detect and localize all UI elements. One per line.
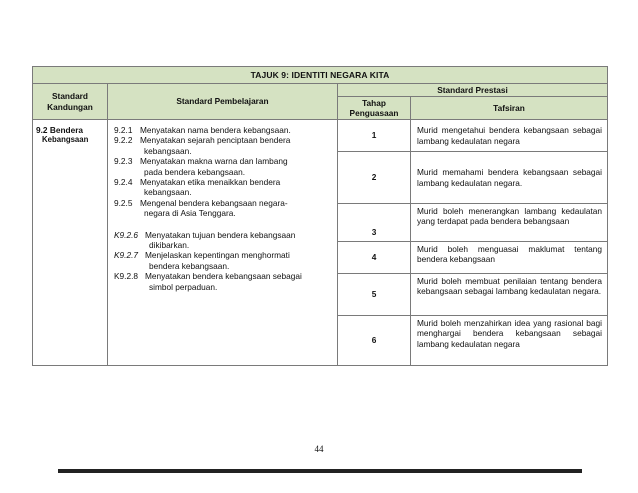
sp-code: K9.2.8 bbox=[114, 271, 138, 282]
sp-text bbox=[145, 230, 333, 251]
table-title: TAJUK 9: IDENTITI NEGARA KITA bbox=[33, 67, 608, 84]
header-standard-pembelajaran: Standard Pembelajaran bbox=[108, 84, 338, 120]
sp-item bbox=[114, 230, 333, 251]
sp-code: K9.2.6 bbox=[114, 229, 138, 240]
sp-line: kebangsaan. bbox=[144, 187, 192, 198]
standard-pembelajaran-cell bbox=[108, 120, 338, 366]
header-standard-prestasi: Standard Prestasi bbox=[338, 84, 608, 97]
sp-item bbox=[114, 250, 333, 271]
tafsiran-text: Murid boleh menguasai maklumat tentang bendera kebangsaan bbox=[411, 242, 608, 274]
sp-item bbox=[114, 125, 333, 135]
sk-sub-label: Kebangsaan bbox=[42, 135, 89, 145]
tafsiran-text: Murid boleh membuat penilaian tentang bendera kebangsaan sebagai lambang kedaulatan negara. bbox=[411, 274, 608, 316]
sk-main-label: 9.2 Bendera bbox=[36, 125, 84, 135]
sp-item bbox=[114, 135, 333, 156]
sp-text bbox=[145, 271, 333, 292]
tahap-level: 4 bbox=[338, 242, 411, 274]
sp-item bbox=[114, 271, 333, 292]
sp-text bbox=[140, 177, 333, 198]
header-tahap-penguasaan bbox=[338, 97, 411, 120]
curriculum-table bbox=[32, 66, 608, 366]
tahap-level: 6 bbox=[338, 316, 411, 366]
header-tahap-line1: Tahap bbox=[362, 97, 386, 108]
tafsiran-text: Murid mengetahui bendera kebangsaan sebagai lambang kedaulatan negara bbox=[411, 120, 608, 152]
page-number: 44 bbox=[314, 444, 324, 454]
header-tahap-line2: Penguasaan bbox=[349, 108, 399, 118]
sp-line: Menyatakan makna warna dan lambang bbox=[140, 156, 288, 167]
sp-line: Menyatakan bendera kebangsaan sebagai bbox=[145, 271, 302, 282]
header-standard-kandungan bbox=[33, 84, 108, 120]
sp-line: kebangsaan. bbox=[144, 145, 192, 156]
sp-line: dikibarkan. bbox=[149, 240, 190, 251]
sp-item bbox=[114, 177, 333, 198]
sp-item bbox=[114, 156, 333, 177]
header-sk-line2: Kandungan bbox=[47, 101, 93, 112]
tahap-level: 3 bbox=[338, 204, 411, 242]
sp-line: simbol perpaduan. bbox=[149, 281, 218, 292]
sp-line: Menjelaskan kepentingan menghormati bbox=[145, 250, 290, 261]
sp-text bbox=[140, 198, 333, 219]
sp-code: K9.2.7 bbox=[114, 250, 138, 261]
sp-spacer bbox=[114, 219, 333, 230]
sp-line: Mengenal bendera kebangsaan negara- bbox=[140, 197, 288, 208]
tafsiran-text: Murid memahami bendera kebangsaan sebagai lambang kedaulatan negara. bbox=[411, 152, 608, 204]
table-title-row bbox=[33, 67, 608, 84]
header-row-1 bbox=[33, 84, 608, 97]
body-row-1 bbox=[33, 120, 608, 152]
sp-line: Menyatakan tujuan bendera kebangsaan bbox=[145, 229, 296, 240]
sp-text bbox=[140, 135, 333, 156]
tafsiran-text: Murid boleh menerangkan lambang kedaulatan yang terdapat pada bendera bebangsaan bbox=[411, 204, 608, 242]
tahap-level: 1 bbox=[338, 120, 411, 152]
sp-line: Menyatakan nama bendera kebangsaan. bbox=[140, 125, 291, 135]
sp-code: 9.2.2 bbox=[114, 135, 133, 146]
tafsiran-text: Murid boleh menzahirkan idea yang rasional bagi menghargai bendera kebangsaan sebagai lambang kedaulatan negara bbox=[411, 316, 608, 366]
sp-text bbox=[145, 250, 333, 271]
sp-code: 9.2.5 bbox=[114, 197, 133, 208]
sp-code: 9.2.4 bbox=[114, 177, 133, 188]
sp-text bbox=[140, 125, 333, 135]
sp-code: 9.2.3 bbox=[114, 156, 133, 167]
tahap-level: 5 bbox=[338, 274, 411, 316]
sp-line: bendera kebangsaan. bbox=[149, 260, 230, 271]
sp-line: pada bendera kebangsaan. bbox=[144, 166, 246, 177]
sp-line: Menyatakan etika menaikkan bendera bbox=[140, 177, 281, 188]
sp-line: negara di Asia Tenggara. bbox=[144, 208, 236, 219]
header-sk-line1: Standard bbox=[52, 91, 88, 102]
standard-kandungan-cell bbox=[33, 120, 108, 366]
footer-divider bbox=[58, 469, 582, 473]
sp-line: Menyatakan sejarah penciptaan bendera bbox=[140, 135, 291, 146]
sp-item bbox=[114, 198, 333, 219]
sp-code: 9.2.1 bbox=[114, 125, 133, 135]
sp-text bbox=[140, 156, 333, 177]
header-tafsiran: Tafsiran bbox=[411, 97, 608, 120]
tahap-level: 2 bbox=[338, 152, 411, 204]
